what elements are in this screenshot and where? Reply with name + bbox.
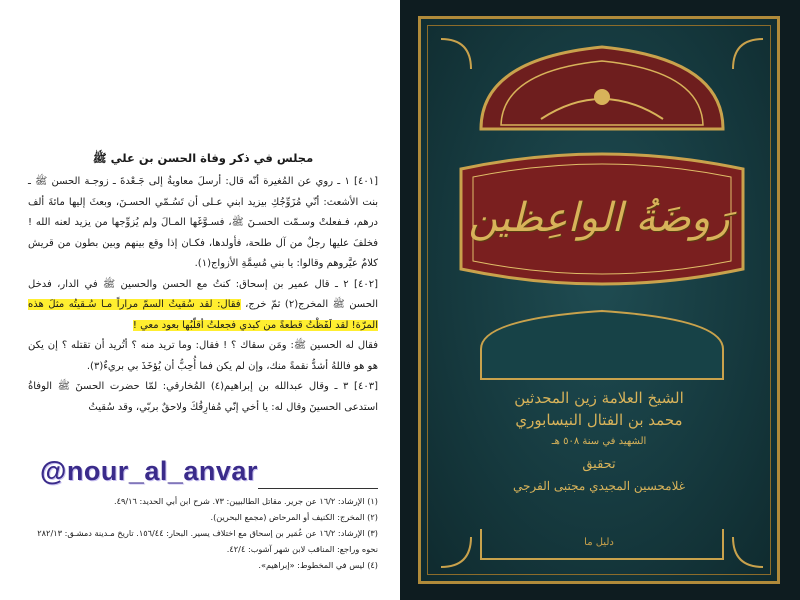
cover-author-line1: الشيخ العلامة زين المحدثين (514, 389, 684, 407)
paragraph-401: [٤٠١] ١ ـ روي عن المُغيرة أنّه قال: أرسلَ معاويةُ إلى جَـعْدةَ ـ زوجـة الحسن ﷺ ـ بنت الأشعث: أنّي مُزَوِّجُكِ بيزيد ابني عـلى أن تَسُـمّي الحسـنَ، وبعثَ إليها مائةَ ألف درهم، فـفعلتْ وسـمّت الحسـنَ ﷺ، فسـوَّغَها المـالَ ولم يُزوِّجها من يزيد لعنه الله ! فخلفَ عليها رجلٌ من آل طلحة، فأولدها، فكـان إذا وقع بينهم وبين بطون من قريش كلامٌ عيَّروهم وقالوا: يا بني مُسِمَّةِ الأزواج(١). (28, 176, 378, 269)
footnote-2: (٢) المخرج: الكنيف أو المرحاض (مجمع البحرين). (210, 512, 378, 522)
cover-author (421, 387, 777, 453)
paragraph-403: [٤٠٣] ٣ ـ وقال عبدالله بن إبراهيم(٤) المُخارقي: لمّا حضرت الحسنَ ﷺ الوفاةُ استدعى الحسينَ وقال له: يا أخي إنّي مُفارِقُكَ ولاحقٌ بربّي، وقد سُقيتُ (28, 381, 378, 413)
paragraph-402-continued: فقال له الحسين ﷺ: ومَن سقاك ؟ ! فقال: وما تريد منه ؟ أتُريد أن تقتله ؟ إن يكن هو هو فاللهُ أشدُّ نقمةً منك، وإن لم يكن فما أُحِبُّ أن يُؤخَذَ بي بريءٌ(٣). (28, 340, 378, 372)
cover-publisher: دليل ما (584, 537, 614, 548)
footnote-1: (١) الإرشاد: ١٦/٢ عن جرير. مقاتل الطالبيين: ٧٣. شرح ابن أبي الحديد: ٤٩/١٦. (113, 496, 378, 506)
cover-author-line3: الشهيد في سنة ٥٠٨ هـ (551, 436, 647, 447)
footnote-3: (٣) الإرشاد: ١٦/٢ عن عُمَير بن إسحاق مع اختلاف يسير. البحار: ١٥٦/٤٤. تاريخ مـدينة دمشـق: ٢٨٢/١٣ نحوه وراجع: المناقب لابن شهر آشوب: ٤٢/٤. (37, 528, 378, 554)
book-cover (400, 0, 800, 600)
footnote-divider (258, 488, 378, 489)
cover-author-line2: محمد بن الفتال النيسابوري (515, 411, 683, 429)
cover-ornament (421, 19, 783, 587)
cover-editors: غلامحسين المجيدي مجتبى الفرجي (512, 479, 686, 493)
cover-panel (418, 16, 780, 584)
paragraph-402-start: [٤٠٢] ٢ ـ قال عمير بن إسحاق: كنتُ مع الحسن والحسين ﷺ في الدار، فدخل الحسن ﷺ المخرج(٢) ثمّ خرج، (28, 278, 379, 310)
paragraph-402 (28, 275, 378, 337)
cover-title: رَوضَةُ الواعِظين (468, 195, 730, 241)
footnotes (28, 493, 378, 573)
footnote-4: (٤) ليس في المخطوط: «إبراهيم». (258, 560, 378, 570)
watermark-handle: @nour_al_anvar (36, 456, 262, 487)
book-page (28, 150, 378, 590)
highlighted-quote: فقال: لقد سُقيتُ السمّ مراراً مـا سُـقيتُه مثلَ هذه المرّة! لقد لَفَظْتُ قطعةً من كبدي فجعلتُ أقلّبُها بعود معي ! (28, 299, 378, 331)
page-title: مجلس في ذكر وفاة الحسن بن علي ﷺ (92, 151, 314, 165)
cover-editor-label: تحقيق (582, 457, 616, 472)
